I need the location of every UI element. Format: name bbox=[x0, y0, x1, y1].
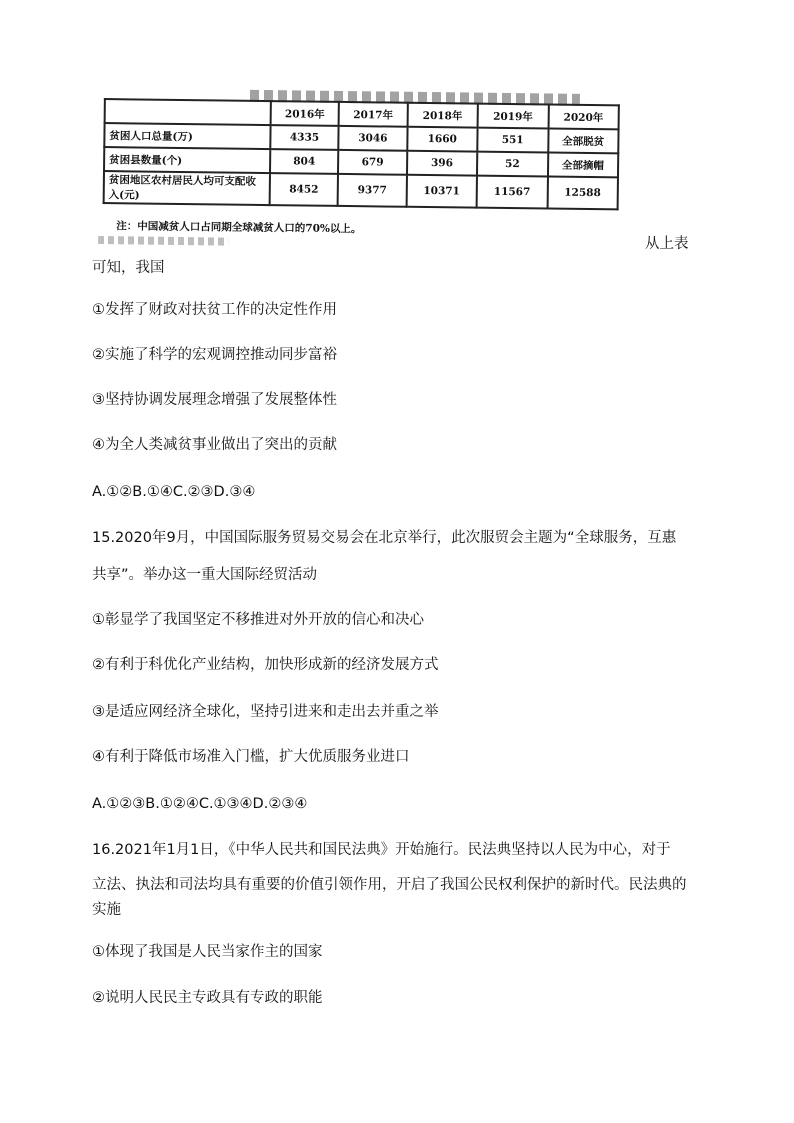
table-cell: 679 bbox=[338, 150, 407, 175]
q15-option-2: ②有利于科优化产业结构，加快形成新的经济发展方式 bbox=[92, 657, 439, 673]
q15-option-1: ①彰显学了我国坚定不移推进对外开放的信心和决心 bbox=[92, 612, 424, 628]
table-cell: 10371 bbox=[406, 175, 477, 208]
table-cell: 11567 bbox=[477, 176, 548, 209]
q14-stem: 可知，我国 bbox=[92, 260, 165, 276]
table-cell: 9377 bbox=[338, 174, 407, 207]
q14-option-3: ③坚持协调发展理念增强了发展整体性 bbox=[92, 392, 337, 408]
table-cell: 804 bbox=[270, 149, 339, 174]
table-cell: 52 bbox=[477, 152, 548, 177]
q15-answer-choices: A.①②③B.①②④C.①③④D.②③④ bbox=[92, 796, 308, 812]
table-cell: 全部脱贫 bbox=[548, 128, 619, 153]
scanned-table-image bbox=[98, 90, 620, 256]
q15-stem-line2: 共享”。举办这一重大国际经贸活动 bbox=[92, 567, 318, 583]
table-header-cell bbox=[105, 99, 271, 125]
q14-option-2: ②实施了科学的宏观调控推动同步富裕 bbox=[92, 347, 337, 363]
q15-option-3: ③是适应网经济全球化，坚持引进来和走出去并重之举 bbox=[92, 704, 439, 720]
poverty-table bbox=[103, 98, 620, 210]
q16-stem-line3: 实施 bbox=[92, 902, 121, 918]
table-cell: 396 bbox=[407, 151, 478, 176]
q14-option-4: ④为全人类减贫事业做出了突出的贡献 bbox=[92, 437, 337, 453]
table-cell: 12588 bbox=[547, 176, 618, 209]
table-row bbox=[104, 171, 618, 209]
q15-stem-line1: 15.2020年9月，中国国际服务贸易交易会在北京举行，此次服贸会主题为“全球服务，互惠 bbox=[92, 530, 677, 546]
table-cell: 8452 bbox=[270, 173, 339, 206]
q14-answer-choices: A.①②B.①④C.②③D.③④ bbox=[92, 484, 256, 500]
q14-option-1: ①发挥了财政对扶贫工作的决定性作用 bbox=[92, 302, 337, 318]
table-header-cell: 2019年 bbox=[478, 104, 549, 129]
table-cell: 4335 bbox=[270, 125, 339, 150]
q16-stem-line2: 立法、执法和司法均具有重要的价值引领作用，开启了我国公民权利保护的新时代。民法典的 bbox=[92, 877, 687, 893]
q16-stem-line1: 16.2021年1月1日，《中华人民共和国民法典》开始施行。民法典坚持以人民为中心，对于 bbox=[92, 842, 671, 858]
q16-option-1: ①体现了我国是人民当家作主的国家 bbox=[92, 944, 323, 960]
table-header-cell: 2016年 bbox=[270, 101, 339, 126]
row-label: 贫困县数量(个) bbox=[104, 147, 270, 173]
table-cell: 全部摘帽 bbox=[547, 152, 618, 177]
table-cell: 551 bbox=[477, 128, 548, 153]
q16-option-2: ②说明人民民主专政具有专政的职能 bbox=[92, 990, 323, 1006]
table-note: 注：中国减贫人口占同期全球减贫人口的70%以上。 bbox=[116, 220, 362, 236]
table-header-cell: 2017年 bbox=[339, 102, 408, 127]
table-header-cell: 2018年 bbox=[407, 103, 478, 128]
row-label: 贫困地区农村居民人均可支配收入(元) bbox=[104, 171, 270, 205]
table-cell: 3046 bbox=[339, 126, 408, 151]
table-cell: 1660 bbox=[407, 127, 478, 152]
q15-option-4: ④有利于降低市场准入门槛，扩大优质服务业进口 bbox=[92, 749, 410, 765]
scan-cropped-footer-text bbox=[98, 236, 228, 246]
q14-stem-tail: 从上表 bbox=[645, 236, 689, 252]
row-label: 贫困人口总量(万) bbox=[104, 123, 270, 149]
table-header-cell: 2020年 bbox=[548, 104, 619, 129]
